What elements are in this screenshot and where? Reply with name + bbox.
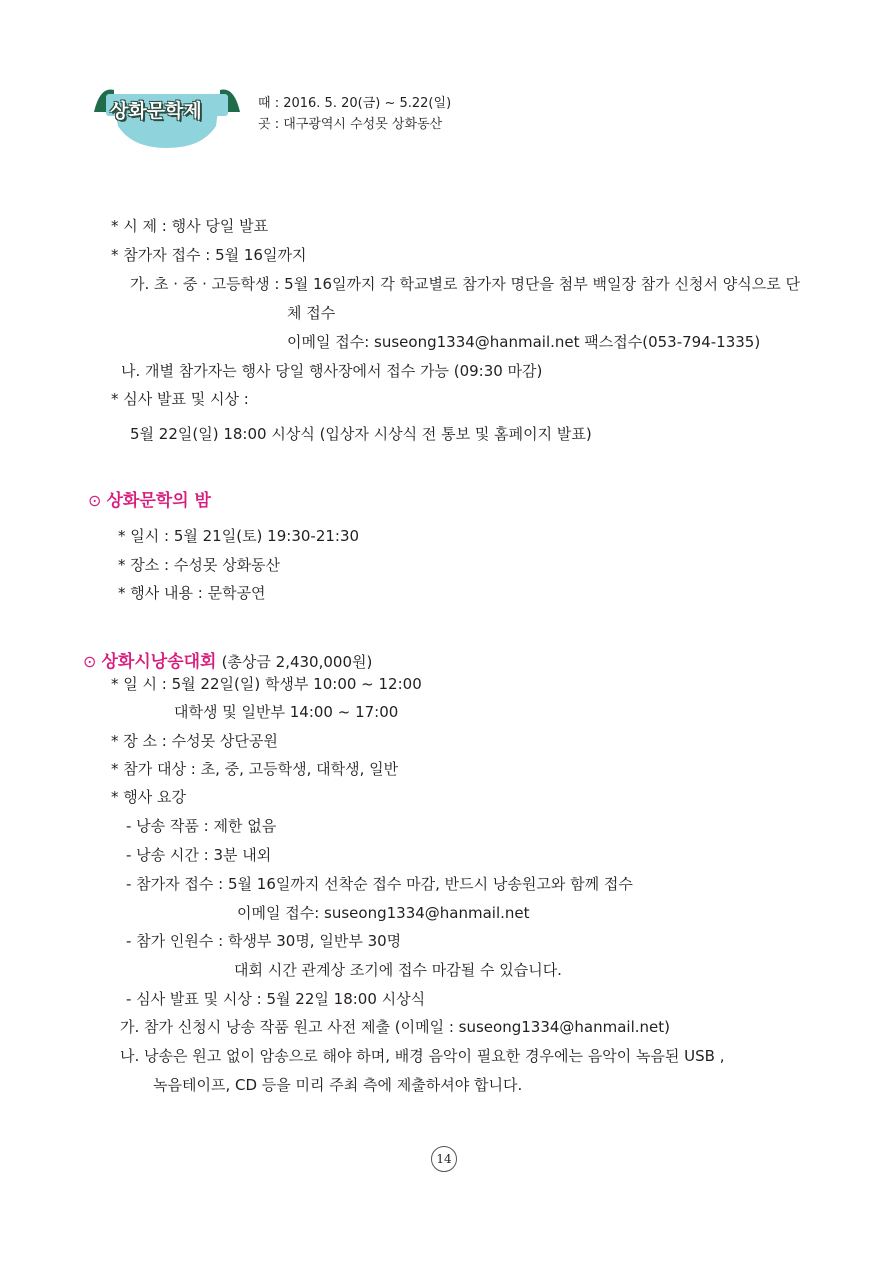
recitation-heading [83,647,372,672]
individual-registration-line: 나. 개별 참가자는 행사 당일 행사장에서 접수 가능 (09:30 마감) [121,362,543,380]
literature-night-heading [88,486,211,511]
topic-line: * 시 제 : 행사 당일 발표 [111,217,269,235]
section-title: 상화문학의 밤 [106,491,211,511]
school-registration-cont: 체 접수 [287,304,336,322]
night-datetime: * 일시 : 5월 21일(토) 19:30-21:30 [118,527,360,545]
note-memorization: 나. 낭송은 원고 없이 암송으로 해야 하며, 배경 음악이 필요한 경우에는 음악이 녹음된 USB , [120,1047,725,1065]
guidelines-heading: * 행사 요강 [111,788,186,806]
judging-heading: * 심사 발표 및 시상 : [111,390,249,408]
guideline-judging: - 심사 발표 및 시상 : 5월 22일 18:00 시상식 [126,990,426,1008]
event-place: 곳 : 대구광역시 수성못 상화동산 [258,117,443,132]
registration-line: * 참가자 접수 : 5월 16일까지 [111,246,307,264]
badge-title: 상화문학제 [110,100,202,122]
note-submission: 가. 참가 신청시 낭송 작품 원고 사전 제출 (이메일 : suseong1334@hanmail.net) [120,1018,670,1036]
guideline-work: - 낭송 작품 : 제한 없음 [126,817,277,835]
guideline-registration: - 참가자 접수 : 5월 16일까지 선착순 접수 마감, 반드시 낭송원고와 함께 접수 [126,875,633,893]
judging-detail: 5월 22일(일) 18:00 시상식 (입상자 시상식 전 통보 및 홈페이지 발표) [130,425,592,443]
note-memorization-cont: 녹음테이프, CD 등을 미리 주최 측에 제출하셔야 합니다. [153,1076,523,1094]
night-place: * 장소 : 수성못 상화동산 [118,556,281,574]
guideline-time: - 낭송 시간 : 3분 내외 [126,846,272,864]
event-date: 때 : 2016. 5. 20(금) ~ 5.22(일) [258,96,452,111]
guideline-email: 이메일 접수: suseong1334@hanmail.net [237,904,530,922]
bullet-icon: ⊙ [88,491,102,510]
recitation-eligibility: * 참가 대상 : 초, 중, 고등학생, 대학생, 일반 [111,760,399,778]
night-program: * 행사 내용 : 문학공연 [118,584,266,602]
email-fax-line: 이메일 접수: suseong1334@hanmail.net 팩스접수(053-794-1335) [287,333,761,351]
page-number: 14 [431,1146,457,1172]
recitation-place: * 장 소 : 수성못 상단공원 [111,732,278,750]
guideline-capacity: - 참가 인원수 : 학생부 30명, 일반부 30명 [126,932,402,950]
recitation-datetime-cont: 대학생 및 일반부 14:00 ~ 17:00 [174,703,399,721]
recitation-datetime: * 일 시 : 5월 22일(일) 학생부 10:00 ~ 12:00 [111,675,422,693]
prize-note: (총상금 2,430,000원) [221,653,373,671]
festival-badge [92,82,242,152]
school-registration-line: 가. 초 · 중 · 고등학생 : 5월 16일까지 각 학교별로 참가자 명단을 첨부 백일장 참가 신청서 양식으로 단 [130,275,800,293]
guideline-early-close: 대회 시간 관계상 조기에 접수 마감될 수 있습니다. [234,961,562,979]
bullet-icon: ⊙ [83,652,97,671]
section-title: 상화시낭송대회 [101,652,217,672]
